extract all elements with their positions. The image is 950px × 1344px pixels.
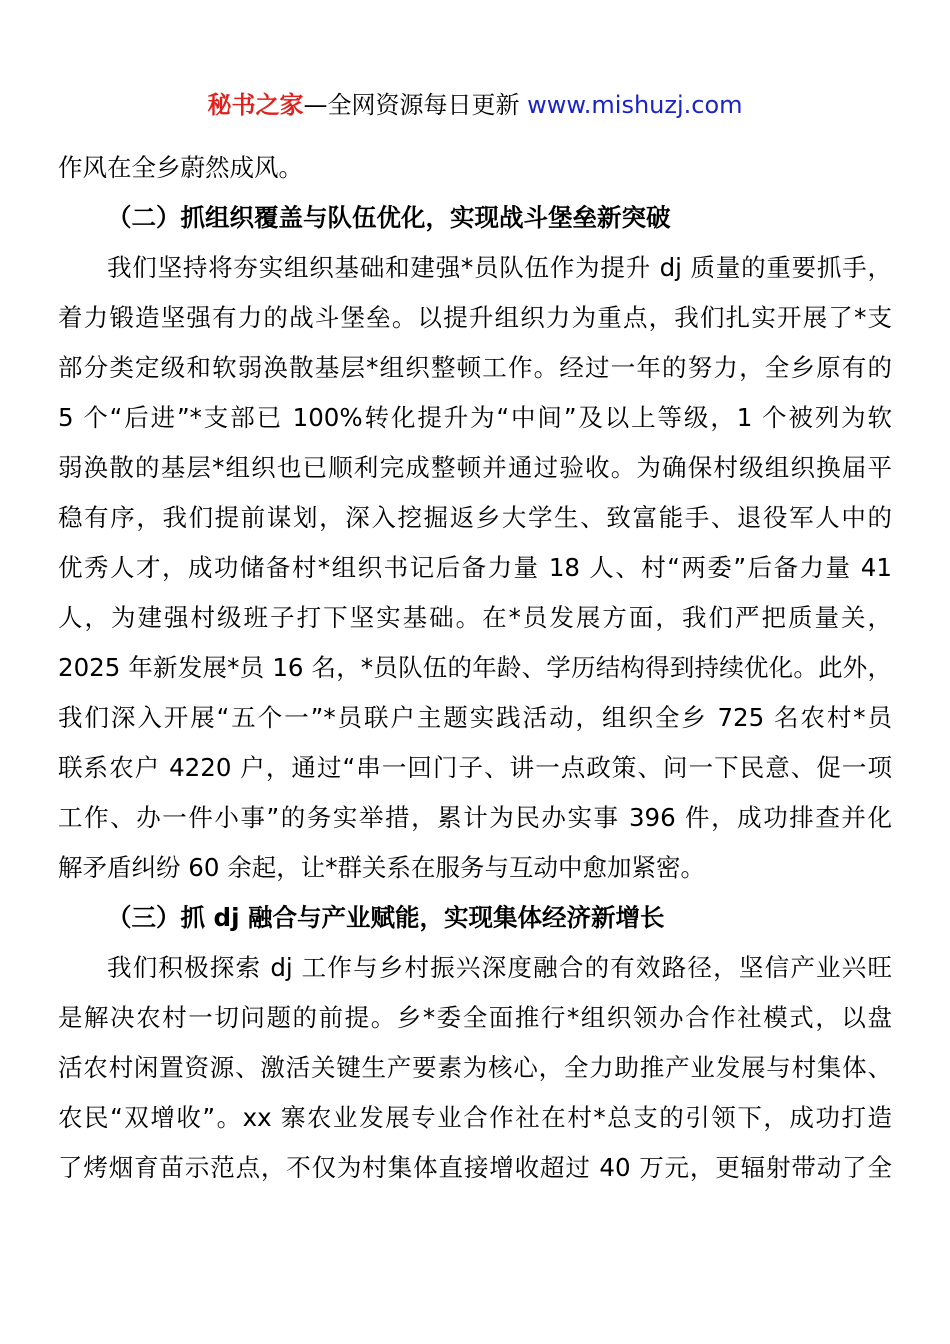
section-heading: （三）抓 dj 融合与产业赋能，实现集体经济新增长	[107, 903, 665, 932]
paragraph-line: 我们深入开展“五个一”*员联户主题实践活动，组织全乡 725 名农村*员	[58, 703, 892, 732]
paragraph-line: 着力锻造坚强有力的战斗堡垒。以提升组织力为重点，我们扎实开展了*支	[58, 303, 892, 332]
paragraph-line: 优秀人才，成功储备村*组织书记后备力量 18 人、村“两委”后备力量 41	[58, 553, 892, 582]
paragraph-line: 解矛盾纠纷 60 余起，让*群关系在服务与互动中愈加紧密。	[58, 853, 705, 882]
header-brand: 秘书之家	[207, 91, 304, 119]
paragraph-line: 我们坚持将夯实组织基础和建强*员队伍作为提升 dj 质量的重要抓手，	[107, 253, 892, 282]
document-body	[58, 143, 892, 1193]
header-url-link[interactable]: www.mishuzj.com	[527, 91, 743, 119]
paragraph-line: 了烤烟育苗示范点，不仅为村集体直接增收超过 40 万元，更辐射带动了全	[58, 1153, 892, 1182]
paragraph-line: 作风在全乡蔚然成风。	[58, 153, 303, 182]
paragraph-line: 活农村闲置资源、激活关键生产要素为核心，全力助推产业发展与村集体、	[58, 1053, 892, 1082]
paragraph-line: 农民“双增收”。xx 寨农业发展专业合作社在村*总支的引领下，成功打造	[58, 1103, 892, 1132]
section-heading: （二）抓组织覆盖与队伍优化，实现战斗堡垒新突破	[107, 203, 671, 232]
paragraph-line: 人，为建强村级班子打下坚实基础。在*员发展方面，我们严把质量关，	[58, 603, 892, 632]
paragraph-line: 联系农户 4220 户，通过“串一回门子、讲一点政策、问一下民意、促一项	[58, 753, 892, 782]
paragraph-line: 2025 年新发展*员 16 名，*员队伍的年龄、学历结构得到持续优化。此外，	[58, 653, 892, 682]
paragraph-line: 我们积极探索 dj 工作与乡村振兴深度融合的有效路径，坚信产业兴旺	[107, 953, 892, 982]
site-header	[0, 88, 950, 122]
paragraph-line: 工作、办一件小事”的务实举措，累计为民办实事 396 件，成功排查并化	[58, 803, 892, 832]
paragraph-line: 部分类定级和软弱涣散基层*组织整顿工作。经过一年的努力，全乡原有的	[58, 353, 892, 382]
paragraph-line: 是解决农村一切问题的前提。乡*委全面推行*组织领办合作社模式，以盘	[58, 1003, 892, 1032]
paragraph-line: 稳有序，我们提前谋划，深入挖掘返乡大学生、致富能手、退役军人中的	[58, 503, 892, 532]
header-tagline: —全网资源每日更新	[303, 91, 520, 119]
paragraph-line: 弱涣散的基层*组织也已顺利完成整顿并通过验收。为确保村级组织换届平	[58, 453, 892, 482]
paragraph-line: 5 个“后进”*支部已 100%转化提升为“中间”及以上等级，1 个被列为软	[58, 403, 892, 432]
